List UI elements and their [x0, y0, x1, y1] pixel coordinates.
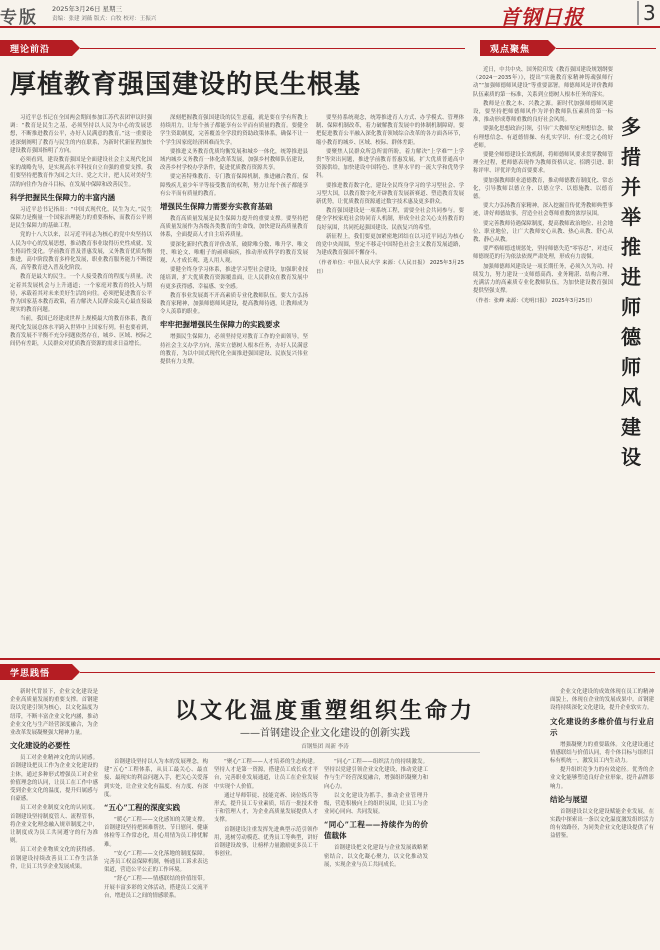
- paragraph: 教育是最大的民生。一个人接受教育的程度与质量，决定着其发展机会与上升通道；一个家庭对教育的投入与期待，承载着其对未来美好生活的向往。必须把促进教育公平作为国家基本教育政策，着力解决人民群众最关心最直接最现实的教育问题。: [10, 274, 152, 314]
- article1-column-2: [160, 114, 308, 654]
- paragraph: “舒心”工程——情感联结的价值纽带。开展丰富多彩的文体活动，搭建员工交流平台，增进员工之间的情感联系。: [104, 876, 208, 899]
- paragraph: 首钢建设注重发挥先进典型示范引领作用，选树劳动模范、优秀员工等典型，讲好首钢建设故事，让榜样力量激励更多员工干事创业。: [214, 826, 318, 858]
- paragraph: 增强民生保障力，必须坚持党对教育工作的全面领导，坚持社会主义办学方向，落实立德树人根本任务，办好人民满意的教育，为以中国式现代化全面推进强国建设、民族复兴伟业提供有力支撑。: [160, 334, 308, 366]
- subheading: 结论与展望: [550, 794, 588, 804]
- subheading: “同心”工程——持续作为的价值载体: [324, 820, 428, 841]
- paragraph: 增强凝聚力的重要载体。文化建设通过情感联结与价值认同，将个体目标与组织目标有机统一，激发员工内生动力。: [550, 741, 654, 765]
- section-tag: 专版: [0, 8, 38, 28]
- paragraph: 教育高质量发展是民生保障力提升的重要支撑。要坚持把高质量发展作为各级各类教育的生命线，加快建设高质量教育体系，全面提高人才自主培养质量。: [160, 216, 308, 239]
- paragraph: 首钢建设坚持以人为本的发展理念，构建“五心”工程体系，从员工最关心、最直接、最现实的利益问题入手，把关心关爱落到实处，让企业文化有温度、有力度、有深度。: [104, 759, 208, 798]
- headline-char: 建: [621, 415, 641, 439]
- paragraph: 要加强教师职业道德教育，推动师德教育制度化、常态化，引导教师以德立身、以德立学、以德施教、以德育德。: [473, 177, 613, 201]
- headline-char: 推: [621, 235, 641, 259]
- paragraph: 员工对企业物质文化的获得感。首钢建设持续改善员工工作生活条件，让员工共享企业发展成果。: [10, 847, 98, 870]
- paragraph: 教师是立教之本、兴教之源。新时代加强师德师风建设，要坚持把师德师风作为评价教师队伍素质的第一标准，推动形成尊师重教的良好社会风尚。: [473, 100, 613, 124]
- article3-column-2: [104, 758, 208, 946]
- section-rule: [556, 48, 656, 49]
- subheading: “五心”工程的深度实践: [104, 803, 181, 813]
- editor-credits: 责编：张建 刘薇 版式：白牧 校对：王振兴: [52, 16, 157, 22]
- headline-char: 措: [621, 145, 641, 169]
- article-byline: （作者单位：中国人民大学 来源：《人民日报》 2025年3月25日）: [316, 260, 464, 275]
- paragraph: 通过导师带徒、技能竞赛、岗位练兵等形式，提升员工专业素质，培育一批技术骨干和管理人才，为企业高质量发展提供人才支撑。: [214, 792, 318, 824]
- paragraph: 新征程上，我们要更加紧密地团结在以习近平同志为核心的党中央周围，坚定不移走中国特色社会主义教育发展道路，为建成教育强国不懈奋斗。: [316, 233, 464, 257]
- paragraph: 要健全师德建设长效机制，将师德师风要求贯穿教师管理全过程，把师德表现作为教师资格认定、招聘引进、职称评审、评优评先的首要要求。: [473, 152, 613, 175]
- paragraph: 深刻把握教育强国建设的民生意蕴，就是要在学有所教上持续用力，让每个孩子都能享有公平而有质量的教育。要健全学生资助制度，完善覆盖全学段的资助政策体系，确保不让一个学生因家庭经济困难而失学。: [160, 115, 308, 146]
- paragraph: 要强化思想政治引领，引导广大教师坚定理想信念，做有理想信念、有道德情操、有扎实学识、有仁爱之心的好老师。: [473, 126, 613, 149]
- article-byline: 首钢集团 周新 李涛: [301, 744, 349, 750]
- page-number: 3: [637, 1, 656, 25]
- paragraph: 首钢建设把文化建设与企业发展战略紧密结合，以文化凝心聚力，以文化推动发展，实现企业与员工共同成长。: [324, 845, 428, 868]
- paragraph: 提升组织竞争力的有效途径。优秀的企业文化能够塑造良好企业形象，提升品牌影响力。: [550, 767, 654, 790]
- paragraph: 要坚持系统观念，统筹推进育人方式、办学模式、管理体制、保障机制改革，着力破解教育发展中的体制机制障碍。要把促进教育公平融入深化教育领域综合改革的各方面各环节，缩小教育的城乡、区域、校际、群体差距。: [316, 115, 464, 146]
- section-rule: [80, 48, 465, 49]
- paragraph: 要严格师德违规惩处，坚持师德失范“零容忍”，对违反师德规范的行为依法依规严肃处理，形成有力震慑。: [473, 246, 613, 261]
- paragraph: 新时代背景下，企业文化建设是企业高质量发展的重要支撑。首钢建设以党建引领为核心，以文化温度为纽带，不断丰富企业文化内涵，推动企业文化与生产经营深度融合，为企业改革发展凝聚强大精神力量。: [10, 689, 98, 737]
- subheading: 增强民生保障力需要夯实教育基础: [160, 202, 273, 212]
- subheading: 文化建设的多维价值与行业启示: [550, 716, 654, 737]
- paragraph: “同心”工程——组织活力的持续激发。坚持以党建引领企业文化建设，推动党建工作与生产经营深度融合，增强组织凝聚力和向心力。: [324, 759, 428, 790]
- subheading: 文化建设的必要性: [10, 741, 70, 751]
- paragraph: 以文化建设为抓手，推动企业管理升级，营造积极向上的组织氛围，让员工与企业同心同向、共同发展。: [324, 792, 428, 816]
- paragraph: 教育事业发展离不开高素质专业化教师队伍。要大力弘扬教育家精神，加强师德师风建设，提高教师待遇，让教师成为令人羡慕的职业。: [160, 292, 308, 316]
- newspaper-logo: 首钢日报: [500, 5, 584, 29]
- paragraph: 要完善特殊教育、专门教育保障机制，推进融合教育，保障残疾儿童少年平等接受教育的权利，努力让每个孩子都能享有公平而有质量的教育。: [160, 174, 308, 197]
- article-headline: 以文化温度重塑组织生命力: [174, 698, 475, 724]
- issue-date: 2025年3月26日 星期三: [52, 5, 123, 13]
- paragraph: 员工对企业制度文化的认同度。首钢建设坚持制度管人、流程管事，将企业文化理念融入规章制度之中，让制度成为员工共同遵守的行为准则。: [10, 805, 98, 845]
- article3-column-4b: [434, 758, 544, 946]
- paragraph: 习近平总书记在全国两会期间参加江苏代表团审议时强调：“教育是民生之基，必须坚持以人民为中心的发展思想，不断推进教育公平，办好人民满意的教育。”这一重要论述深刻阐明了教育与民生的内在联系，为新时代新征程加快建设教育强国指明了方向。: [10, 115, 152, 154]
- section-rule: [80, 672, 655, 673]
- paragraph: 首钢建设以文化建设赋能企业发展，在实践中探索出一条以文化温度激发组织活力的有效路径，为同类企业文化建设提供了有益借鉴。: [550, 808, 654, 840]
- subheading: 科学把握民生保障力的丰富内涵: [10, 192, 115, 202]
- paragraph: 加强师德师风建设是一项长期任务，必须久久为功、持续发力，努力建设一支师德高尚、业务精湛、结构合理、充满活力的高素质专业化教师队伍，为加快建设教育强国提供坚强支撑。: [473, 263, 613, 295]
- paragraph: 要深化新时代教育评价改革，破除唯分数、唯升学、唯文凭、唯论文、唯帽子的顽瘴痼疾，推动形成科学的教育发展观、人才成长观、选人用人观。: [160, 241, 308, 265]
- article2-body: [473, 66, 613, 654]
- paragraph: “安心”工程——文化落地的制度保障。完善员工权益保障机制，畅通员工诉求表达渠道，营造公平公正的工作环境。: [104, 850, 208, 874]
- headline-char: 师: [621, 295, 641, 319]
- paragraph: “聚心”工程——人才培养的生态构建。坚持人才是第一资源，搭建员工成长成才平台，完善职业发展通道，让员工在企业发展中实现个人价值。: [214, 759, 318, 790]
- headline-char: 并: [621, 175, 641, 199]
- paragraph: 员工对企业精神文化的认同感。首钢建设把员工作为企业文化建设的主体，通过多种形式增强员工对企业价值理念的认同，让员工在工作中感受到企业文化的温度，提升归属感与自豪感。: [10, 755, 98, 803]
- article3-column-5: [550, 688, 654, 946]
- article1-column-1: [10, 114, 152, 654]
- paragraph: 教育强国建设是一项系统工程，需要全社会共同参与。要健全学校家庭社会协同育人机制，形成全社会关心支持教育的良好氛围，共同托起强国建设、民族复兴的希望。: [316, 208, 464, 231]
- section-divider: [0, 658, 660, 660]
- paragraph: 近日，中共中央、国务院印发《教育强国建设规划纲要（2024－2035年）》，提出“实施教育家精神铸魂强师行动”“加强师德师风建设”等重要部署。师德师风是评价教师队伍素质的第一标准，关系到立德树人根本任务的落实。: [473, 67, 613, 98]
- headline-char: 举: [621, 205, 641, 229]
- headline-char: 设: [621, 445, 641, 469]
- article3-column-1: [10, 688, 98, 946]
- paragraph: 要大力弘扬教育家精神，深入挖掘宣传优秀教师典型事迹，讲好师德故事，营造全社会尊师重教的浓厚氛围。: [473, 203, 613, 218]
- vertical-headline: [620, 112, 642, 472]
- masthead: [0, 0, 660, 28]
- headline-char: 多: [621, 115, 641, 139]
- article-byline: （作者：张峰 来源：《光明日报》 2025年3月25日）: [473, 298, 596, 305]
- article3-column-4: [324, 758, 428, 946]
- paragraph: 要聚焦人民群众所急所需所盼，着力解决“上学难”“上学贵”等突出问题，推进学前教育普惠发展，扩大优质普通高中资源供给，加快建设中国特色、世界水平的一流大学和优势学科。: [316, 148, 464, 180]
- article-headline: 厚植教育强国建设的民生根基: [10, 70, 362, 100]
- paragraph: 习近平总书记指出：“中国式现代化，民生为大。”民生保障力是衡量一个国家治理能力的重要指标，而教育公平则是民生保障力的基础工程。: [10, 206, 152, 230]
- article-subtitle: ——首钢建设企业文化建设的创新实践: [240, 728, 410, 739]
- subheading: 牢牢把握增强民生保障力的实践要求: [160, 320, 280, 330]
- paragraph: 当前，我国已经建成世界上规模最大的教育体系，教育现代化发展总体水平跨入世界中上国家行列。但也要看到，教育发展不平衡不充分问题依然存在，城乡、区域、校际之间仍有差距，人民群众对优质教育资源的需求日益增长。: [10, 316, 152, 348]
- paragraph: 要完善教师待遇保障制度，提高教师政治地位、社会地位、职业地位，让广大教师安心从教、热心从教、舒心从教、静心从教。: [473, 220, 613, 244]
- section-label-viewpoint: 观点聚焦: [480, 40, 548, 56]
- paragraph: 必须看到，建设教育强国是全面建设社会主义现代化国家的战略先导，是实现高水平科技自立自强的重要支撑。我们要坚持把教育作为国之大计、党之大计，把人民对美好生活的向往作为奋斗目标，在发展中保障和改善民生。: [10, 157, 152, 188]
- section-label-theory: 理论前沿: [0, 40, 72, 56]
- paragraph: 要推进教育数字化，建设全民终身学习的学习型社会、学习型大国，以教育数字化开辟教育发展新赛道、塑造教育发展新优势，让优质教育资源通过数字技术惠及更多群众。: [316, 182, 464, 206]
- rule: [180, 752, 480, 753]
- article1-column-3: [316, 114, 464, 654]
- paragraph: 党的十八大以来，以习近平同志为核心的党中央坚持以人民为中心的发展思想，推动教育事业取得历史性成就、发生格局性变化。学前教育普及普惠发展，义务教育优质均衡推进，高中阶段教育多样化发展，职业教育服务能力不断提高，高等教育进入普及化阶段。: [10, 232, 152, 272]
- paragraph: 要健全终身学习体系，推进学习型社会建设，加强职业技能培训，扩大优质教育资源覆盖面，让人民群众在教育发展中有更多获得感、幸福感、安全感。: [160, 267, 308, 290]
- paragraph: 企业文化建设的成效体现在员工的精神面貌上，体现在企业的发展成果中。首钢建设将持续深化文化建设，提升企业软实力。: [550, 689, 654, 712]
- headline-char: 师: [621, 355, 641, 379]
- paragraph: 要推进义务教育优质均衡发展和城乡一体化，统筹推进县域内城乡义务教育一体化改革发展，加强乡村教师队伍建设，改善乡村学校办学条件，促进优质教育资源共享。: [160, 148, 308, 172]
- paragraph: “暖心”工程——文化感知的关键支撑。首钢建设坚持把困难帮扶、节日慰问、健康体检等工作常态化，用心用情为员工排忧解难。: [104, 817, 208, 848]
- headline-char: 风: [621, 385, 641, 409]
- headline-char: 德: [621, 325, 641, 349]
- section-label-practice: 学思践悟: [0, 664, 72, 680]
- headline-char: 进: [621, 265, 641, 289]
- article3-column-3: [214, 758, 318, 946]
